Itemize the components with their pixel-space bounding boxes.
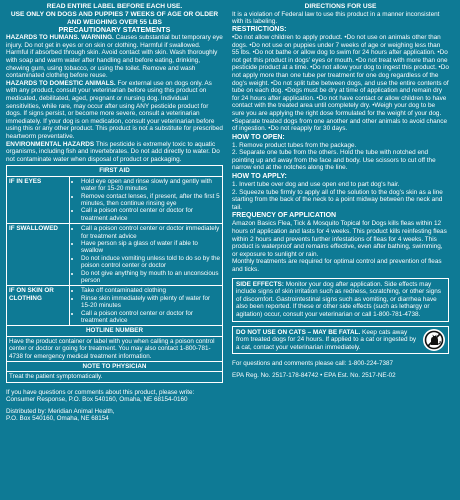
how-to-apply-heading: HOW TO APPLY:	[232, 173, 287, 181]
environmental-hazards: ENVIRONMENTAL HAZARDS This pesticide is extremely toxic to aquatic organisms, including fish and invertebrates. Do not add directly to water. Do not contaminate water when disposal of product or packaging.	[6, 140, 220, 163]
restrictions-text: •Do not allow children to apply product. •Do not use on animals other than dogs. •Do not use on puppies under 7 weeks of age or weighing less than 55 lbs. •Do not bathe or allow dog to swim for 24 hours after application. •Do not get this product in dogs' eyes or mouth. •Do not treat with more than one pesticide product at a time. •Do not allow your dog to ingest this product. •Do not apply more than one tube per treatment for one dog regardless of the dog's weight. •Do not split tube between dogs, and use the entire contents of tube on each dog. •Dogs must be dry at time of application and remain dry for 24 hours after application. •Do not have contact or allow children to have contact with the treated area until completely dry. •Weigh your dog to be sure you are applying the right dose formulated for the weight of your dog. •Separate treated dogs from one another and other animals to avoid chance of ingestion. •Do not reapply for 30 days.	[232, 33, 449, 133]
precautionary-heading: PRECAUTIONARY STATEMENTS	[58, 25, 171, 35]
table-row: IF ON SKIN OR CLOTHING • Take off contaminated clothing • Rinse skin immediately with plenty of water for 15-20 minutes • Call a poison control center or doctor for treatment advice	[7, 286, 223, 326]
frequency-text-2: Monthly treatments are required for optimal control and prevention of fleas and ticks.	[232, 258, 442, 274]
questions-phone: For questions and comments please call: 1-800-224-7387	[232, 360, 394, 368]
epa-registration: EPA Reg. No. 2517-178-84742 • EPA Est. No. 2517-NE-02	[232, 371, 396, 379]
apply-step-1: 1. Invert tube over dog and use open end to part dog's hair.	[232, 181, 400, 189]
hazards-animals: HAZARDS TO DOMESTIC ANIMALS. For external use on dogs only. As with any product, consult your veterinarian before using this product on medicated, debilitated, aged, pregnant or nursing dog. Individual sensitivities, while rare, may occur after using ANY pesticide product for dogs. If signs persist, or become more severe, consult a veterinarian immediately. If your dog is on medication, consult your veterinarian before using this or any other product. This product is not a substitute for prescribed heartworm preventative.	[6, 79, 223, 140]
label-header-2: USE ONLY ON DOGS AND PUPPIES 7 WEEKS OF AGE OR OLDER	[10, 10, 219, 18]
label-header-3: AND WEIGHING OVER 55 LBS	[67, 18, 162, 26]
side-effects-text: Monitor your dog after application. Side effects may include signs of skin irritation such as redness, scratching, or other signs of discomfort. Gastrointestinal signs such as vomiting, or diarrhea have also been reported. If these or other side effects (such as lethargy or agitation) occur, consult your veterinarian or call 1-800-781-4738.	[236, 280, 441, 318]
apply-step-2: 2. Squeeze tube firmly to apply all of the solution to the dog's skin as a line starting from the back of the neck to a point midway between the neck and tail.	[232, 188, 443, 211]
distributor-line-1: Distributed by: Meridian Animal Health,	[6, 407, 115, 415]
first-aid-heading: FIRST AID	[7, 166, 223, 176]
distributor-line-2: P.O. Box 540160, Omaha, NE 68154	[6, 415, 109, 423]
label-header-1: READ ENTIRE LABEL BEFORE EACH USE.	[46, 3, 183, 10]
physician-heading: NOTE TO PHYSICIAN	[7, 362, 223, 372]
table-row: IF SWALLOWED • Call a poison control center or doctor immediately for treatment advice • Have person sip a glass of water if able to swallow • Do not induce vomiting unless told to do so by the poison control center or doctor • Do not give anything by mouth to an unconscious person	[7, 224, 223, 286]
left-column	[6, 3, 223, 422]
right-column	[232, 3, 449, 422]
directions-heading: DIRECTIONS FOR USE	[304, 3, 377, 10]
cats-warning-box	[232, 326, 449, 355]
questions-address: If you have questions or comments about this product, please write: Consumer Response, P.O. Box 540160, Omaha, NE 68154-0160	[6, 388, 195, 404]
frequency-text: Amazon Basics Flea, Tick & Mosquito Topical for Dogs kills fleas within 12 hours of application and lasts for 4 weeks. This product kills reinfesting fleas within 2 hours and prevents further infestations of fleas for 4 weeks. This product is waterproof and remains effective, even after bathing, swimming, or exposure to sunlight or rain.	[232, 220, 447, 258]
open-step-2: 2. Separate one tube from the others. Hold the tube with notched end pointing up and away from the face and body. Use scissors to cut off the narrow end at the notches along the line.	[232, 149, 436, 172]
cats-warning-text: Keep cats away from treated dogs for 24 hours. If applied to a cat or ingested by a cat, contact your veterinarian immediately.	[236, 328, 417, 351]
hazards-humans: HAZARDS TO HUMANS. WARNING. Causes substantial but temporary eye injury. Do not get in eyes or on skin or clothing. Harmful if swallowed. Harmful if absorbed through skin. Avoid contact with skin. Wash thoroughly with soap and warm water after handling and before eating, drinking, chewing gum, using tobacco, or using the toilet. Remove and wash contaminated clothing before reuse.	[6, 34, 223, 80]
cats-warning-heading: DO NOT USE ON CATS – MAY BE FATAL.	[236, 328, 361, 336]
hotline-heading: HOTLINE NUMBER	[7, 326, 223, 336]
open-step-1: 1. Remove product tubes from the package.	[232, 141, 357, 149]
side-effects-heading: SIDE EFFECTS:	[236, 280, 284, 288]
table-row: IF IN EYES • Hold eye open and rinse slowly and gently with water for 15-20 minutes • Remove contact lenses, if present, after the first 5 minutes, then continue rinsing eye • Call a poison control center or doctor for treatment advice	[7, 176, 223, 223]
frequency-heading: FREQUENCY OF APPLICATION	[232, 212, 337, 220]
no-cats-icon	[423, 329, 445, 351]
federal-notice: It is a violation of Federal law to use this product in a manner inconsistent with its labeling.	[232, 10, 440, 26]
how-to-open-heading: HOW TO OPEN:	[232, 133, 285, 141]
restrictions-heading: RESTRICTIONS:	[232, 25, 287, 33]
first-aid-table	[6, 165, 223, 383]
physician-text: Treat the patient symptomatically.	[7, 372, 223, 382]
side-effects-box	[232, 278, 449, 322]
hotline-text: Have the product container or label with you when calling a poison control center or doctor or going for treatment. You may also contact 1-800-781-4738 for emergency medical treatment information.	[7, 336, 223, 361]
